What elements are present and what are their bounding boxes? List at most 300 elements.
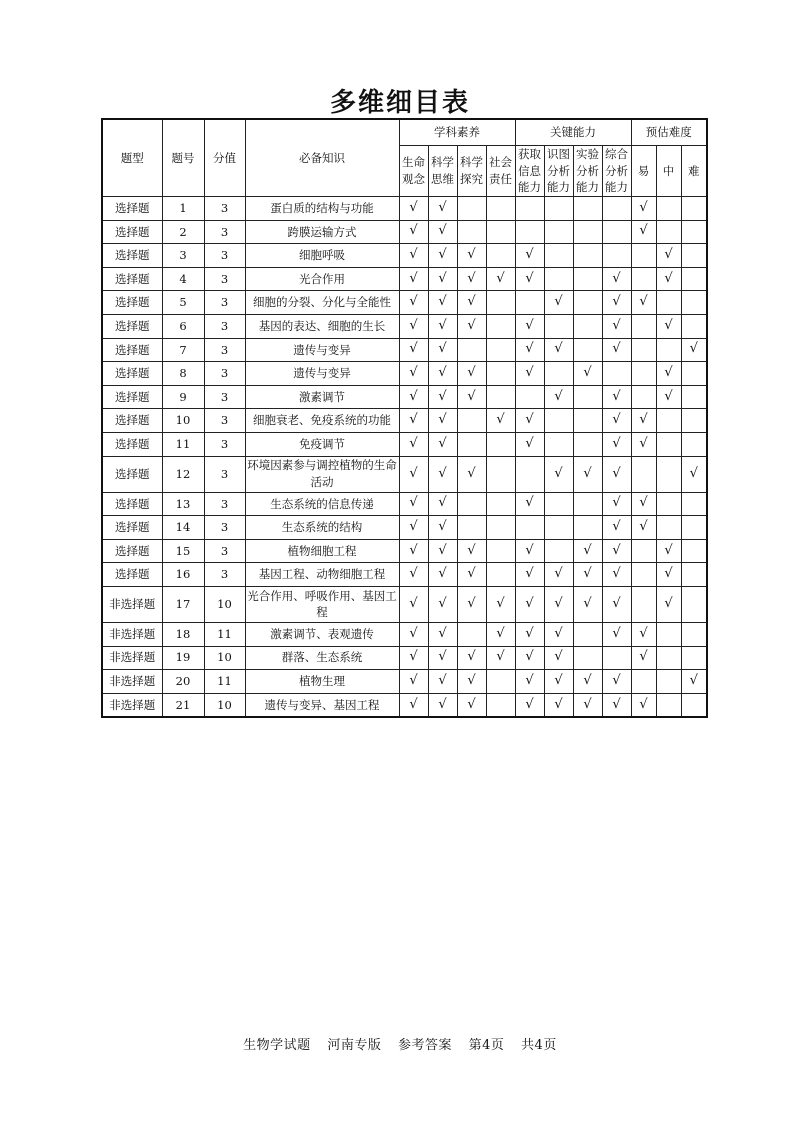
cell-empty [656, 338, 681, 362]
cell-knowledge: 细胞衰老、免疫系统的功能 [245, 409, 399, 433]
cell-empty [573, 385, 602, 409]
check-mark: √ [428, 409, 457, 433]
cell-empty [631, 314, 656, 338]
cell-empty [486, 432, 515, 456]
table-row [102, 409, 707, 433]
check-mark: √ [602, 267, 631, 291]
check-mark: √ [573, 670, 602, 694]
cell-type: 选择题 [102, 291, 162, 315]
check-mark: √ [399, 432, 428, 456]
cell-empty [486, 338, 515, 362]
cell-empty [681, 314, 707, 338]
check-mark: √ [602, 338, 631, 362]
table-row [102, 314, 707, 338]
cell-empty [486, 244, 515, 268]
cell-empty [681, 267, 707, 291]
cell-empty [544, 432, 573, 456]
cell-type: 选择题 [102, 197, 162, 221]
table-row [102, 693, 707, 717]
check-mark: √ [515, 409, 544, 433]
cell-score: 3 [204, 456, 245, 492]
cell-empty [602, 362, 631, 386]
check-mark: √ [399, 539, 428, 563]
table-row [102, 267, 707, 291]
cell-score: 10 [204, 646, 245, 670]
cell-empty [515, 385, 544, 409]
cell-knowledge: 植物生理 [245, 670, 399, 694]
cell-type: 选择题 [102, 244, 162, 268]
check-mark: √ [544, 622, 573, 646]
cell-number: 1 [162, 197, 204, 221]
check-mark: √ [573, 693, 602, 717]
check-mark: √ [399, 314, 428, 338]
cell-empty [457, 338, 486, 362]
cell-empty [631, 456, 656, 492]
header-score: 分值 [204, 119, 245, 197]
cell-number: 14 [162, 516, 204, 540]
table-row [102, 244, 707, 268]
cell-empty [631, 539, 656, 563]
check-mark: √ [544, 385, 573, 409]
check-mark: √ [602, 456, 631, 492]
cell-empty [457, 409, 486, 433]
check-mark: √ [515, 586, 544, 622]
cell-score: 3 [204, 197, 245, 221]
cell-knowledge: 光合作用、呼吸作用、基因工程 [245, 586, 399, 622]
cell-number: 2 [162, 220, 204, 244]
cell-empty [457, 432, 486, 456]
check-mark: √ [602, 385, 631, 409]
cell-empty [457, 622, 486, 646]
header-sub-1: 科学思维 [428, 146, 457, 197]
cell-empty [681, 244, 707, 268]
table-row [102, 646, 707, 670]
cell-empty [656, 693, 681, 717]
footer-answer: 参考答案 [397, 1038, 452, 1053]
table-row [102, 220, 707, 244]
check-mark: √ [515, 314, 544, 338]
table-row [102, 539, 707, 563]
cell-score: 11 [204, 670, 245, 694]
cell-empty [602, 646, 631, 670]
cell-empty [656, 456, 681, 492]
cell-type: 非选择题 [102, 586, 162, 622]
cell-empty [573, 244, 602, 268]
cell-type: 选择题 [102, 432, 162, 456]
cell-empty [486, 220, 515, 244]
check-mark: √ [399, 267, 428, 291]
table-row [102, 563, 707, 587]
cell-number: 15 [162, 539, 204, 563]
cell-knowledge: 光合作用 [245, 267, 399, 291]
check-mark: √ [515, 539, 544, 563]
cell-empty [631, 670, 656, 694]
cell-empty [681, 432, 707, 456]
header-sub-2: 科学探究 [457, 146, 486, 197]
cell-type: 非选择题 [102, 646, 162, 670]
cell-knowledge: 遗传与变异 [245, 362, 399, 386]
check-mark: √ [656, 539, 681, 563]
check-mark: √ [399, 516, 428, 540]
check-mark: √ [428, 244, 457, 268]
cell-score: 11 [204, 622, 245, 646]
cell-number: 17 [162, 586, 204, 622]
check-mark: √ [457, 385, 486, 409]
header-row-groups [102, 119, 707, 146]
check-mark: √ [602, 516, 631, 540]
cell-number: 5 [162, 291, 204, 315]
check-mark: √ [399, 385, 428, 409]
check-mark: √ [428, 220, 457, 244]
cell-number: 11 [162, 432, 204, 456]
cell-empty [515, 516, 544, 540]
table-row [102, 456, 707, 492]
cell-score: 10 [204, 693, 245, 717]
check-mark: √ [656, 563, 681, 587]
cell-number: 12 [162, 456, 204, 492]
cell-knowledge: 群落、生态系统 [245, 646, 399, 670]
check-mark: √ [399, 362, 428, 386]
cell-empty [544, 362, 573, 386]
cell-empty [656, 291, 681, 315]
cell-empty [457, 197, 486, 221]
cell-type: 非选择题 [102, 670, 162, 694]
cell-empty [457, 492, 486, 516]
check-mark: √ [544, 338, 573, 362]
cell-knowledge: 生态系统的信息传递 [245, 492, 399, 516]
check-mark: √ [515, 362, 544, 386]
check-mark: √ [656, 267, 681, 291]
cell-number: 10 [162, 409, 204, 433]
header-sub-5: 识图分析能力 [544, 146, 573, 197]
check-mark: √ [544, 456, 573, 492]
footer-edition: 河南专版 [327, 1038, 382, 1053]
cell-empty [544, 220, 573, 244]
check-mark: √ [399, 693, 428, 717]
check-mark: √ [656, 244, 681, 268]
check-mark: √ [573, 362, 602, 386]
check-mark: √ [515, 338, 544, 362]
check-mark: √ [428, 693, 457, 717]
table-row [102, 670, 707, 694]
cell-knowledge: 遗传与变异、基因工程 [245, 693, 399, 717]
cell-knowledge: 激素调节 [245, 385, 399, 409]
header-knowledge: 必备知识 [245, 119, 399, 197]
check-mark: √ [428, 197, 457, 221]
check-mark: √ [428, 362, 457, 386]
cell-empty [681, 586, 707, 622]
cell-empty [681, 693, 707, 717]
cell-score: 3 [204, 314, 245, 338]
check-mark: √ [457, 586, 486, 622]
cell-type: 选择题 [102, 539, 162, 563]
header-number: 题号 [162, 119, 204, 197]
cell-knowledge: 遗传与变异 [245, 338, 399, 362]
check-mark: √ [656, 362, 681, 386]
table-row [102, 197, 707, 221]
cell-number: 19 [162, 646, 204, 670]
cell-empty [681, 385, 707, 409]
cell-knowledge: 蛋白质的结构与功能 [245, 197, 399, 221]
check-mark: √ [428, 385, 457, 409]
cell-type: 选择题 [102, 220, 162, 244]
cell-empty [515, 220, 544, 244]
check-mark: √ [515, 244, 544, 268]
table-row [102, 432, 707, 456]
cell-type: 选择题 [102, 409, 162, 433]
cell-score: 3 [204, 563, 245, 587]
table-row [102, 586, 707, 622]
check-mark: √ [631, 516, 656, 540]
cell-empty [573, 646, 602, 670]
cell-empty [681, 220, 707, 244]
cell-score: 10 [204, 586, 245, 622]
check-mark: √ [544, 563, 573, 587]
cell-knowledge: 植物细胞工程 [245, 539, 399, 563]
check-mark: √ [428, 670, 457, 694]
cell-empty [486, 539, 515, 563]
header-sub-9: 中 [656, 146, 681, 197]
check-mark: √ [399, 197, 428, 221]
check-mark: √ [515, 492, 544, 516]
cell-knowledge: 基因的表达、细胞的生长 [245, 314, 399, 338]
cell-empty [631, 385, 656, 409]
cell-empty [573, 338, 602, 362]
cell-knowledge: 细胞呼吸 [245, 244, 399, 268]
header-sub-10: 难 [681, 146, 707, 197]
check-mark: √ [486, 267, 515, 291]
check-mark: √ [457, 563, 486, 587]
check-mark: √ [656, 314, 681, 338]
cell-empty [515, 197, 544, 221]
check-mark: √ [399, 670, 428, 694]
check-mark: √ [544, 586, 573, 622]
check-mark: √ [681, 670, 707, 694]
check-mark: √ [486, 409, 515, 433]
check-mark: √ [631, 693, 656, 717]
cell-empty [681, 622, 707, 646]
cell-knowledge: 生态系统的结构 [245, 516, 399, 540]
cell-empty [681, 646, 707, 670]
table-row [102, 385, 707, 409]
check-mark: √ [428, 291, 457, 315]
cell-empty [544, 244, 573, 268]
table-row [102, 622, 707, 646]
check-mark: √ [428, 432, 457, 456]
cell-empty [573, 267, 602, 291]
cell-empty [544, 267, 573, 291]
check-mark: √ [399, 338, 428, 362]
check-mark: √ [457, 244, 486, 268]
check-mark: √ [515, 267, 544, 291]
cell-type: 选择题 [102, 385, 162, 409]
check-mark: √ [486, 586, 515, 622]
check-mark: √ [428, 314, 457, 338]
cell-empty [681, 197, 707, 221]
cell-empty [681, 539, 707, 563]
cell-empty [656, 432, 681, 456]
cell-empty [486, 197, 515, 221]
header-sub-7: 综合分析能力 [602, 146, 631, 197]
cell-type: 非选择题 [102, 693, 162, 717]
check-mark: √ [515, 563, 544, 587]
footer-total: 共4页 [521, 1038, 557, 1053]
check-mark: √ [399, 622, 428, 646]
check-mark: √ [573, 456, 602, 492]
check-mark: √ [602, 622, 631, 646]
cell-score: 3 [204, 409, 245, 433]
cell-empty [656, 670, 681, 694]
check-mark: √ [656, 385, 681, 409]
cell-number: 7 [162, 338, 204, 362]
cell-number: 6 [162, 314, 204, 338]
check-mark: √ [428, 646, 457, 670]
cell-score: 3 [204, 432, 245, 456]
check-mark: √ [399, 492, 428, 516]
header-sub-6: 实验分析能力 [573, 146, 602, 197]
cell-knowledge: 免疫调节 [245, 432, 399, 456]
cell-number: 18 [162, 622, 204, 646]
check-mark: √ [428, 267, 457, 291]
check-mark: √ [428, 338, 457, 362]
cell-empty [544, 409, 573, 433]
check-mark: √ [486, 622, 515, 646]
cell-empty [681, 563, 707, 587]
check-mark: √ [457, 314, 486, 338]
cell-empty [656, 492, 681, 516]
cell-empty [457, 516, 486, 540]
check-mark: √ [457, 693, 486, 717]
cell-knowledge: 跨膜运输方式 [245, 220, 399, 244]
cell-number: 16 [162, 563, 204, 587]
check-mark: √ [602, 563, 631, 587]
page-footer [0, 1034, 800, 1053]
cell-empty [486, 456, 515, 492]
check-mark: √ [573, 539, 602, 563]
check-mark: √ [399, 291, 428, 315]
check-mark: √ [631, 432, 656, 456]
check-mark: √ [602, 409, 631, 433]
cell-type: 选择题 [102, 267, 162, 291]
footer-page: 第4页 [468, 1038, 505, 1053]
check-mark: √ [602, 314, 631, 338]
check-mark: √ [457, 456, 486, 492]
cell-empty [573, 516, 602, 540]
check-mark: √ [428, 456, 457, 492]
cell-score: 3 [204, 492, 245, 516]
check-mark: √ [428, 622, 457, 646]
cell-empty [486, 670, 515, 694]
cell-empty [656, 622, 681, 646]
cell-number: 20 [162, 670, 204, 694]
check-mark: √ [656, 586, 681, 622]
cell-type: 选择题 [102, 492, 162, 516]
check-mark: √ [515, 693, 544, 717]
header-sub-4: 获取信息能力 [515, 146, 544, 197]
header-group-ability: 关键能力 [515, 119, 631, 146]
check-mark: √ [457, 291, 486, 315]
cell-type: 选择题 [102, 516, 162, 540]
check-mark: √ [515, 432, 544, 456]
header-sub-8: 易 [631, 146, 656, 197]
cell-number: 4 [162, 267, 204, 291]
check-mark: √ [631, 409, 656, 433]
cell-empty [544, 492, 573, 516]
cell-empty [631, 362, 656, 386]
check-mark: √ [544, 291, 573, 315]
check-mark: √ [399, 244, 428, 268]
cell-score: 3 [204, 516, 245, 540]
cell-empty [573, 432, 602, 456]
check-mark: √ [457, 362, 486, 386]
cell-empty [656, 409, 681, 433]
cell-empty [515, 456, 544, 492]
cell-empty [631, 244, 656, 268]
cell-type: 选择题 [102, 563, 162, 587]
cell-empty [486, 492, 515, 516]
table-row [102, 516, 707, 540]
check-mark: √ [602, 432, 631, 456]
cell-type: 选择题 [102, 362, 162, 386]
check-mark: √ [399, 646, 428, 670]
cell-empty [631, 586, 656, 622]
check-mark: √ [631, 220, 656, 244]
cell-empty [573, 622, 602, 646]
cell-empty [681, 409, 707, 433]
cell-type: 非选择题 [102, 622, 162, 646]
cell-empty [573, 409, 602, 433]
cell-type: 选择题 [102, 338, 162, 362]
cell-empty [573, 314, 602, 338]
check-mark: √ [544, 670, 573, 694]
cell-empty [681, 362, 707, 386]
cell-score: 3 [204, 338, 245, 362]
cell-empty [656, 516, 681, 540]
check-mark: √ [631, 197, 656, 221]
cell-empty [631, 338, 656, 362]
footer-subject: 生物学试题 [243, 1038, 311, 1053]
check-mark: √ [457, 539, 486, 563]
check-mark: √ [544, 646, 573, 670]
cell-empty [457, 220, 486, 244]
cell-empty [681, 492, 707, 516]
table-row [102, 291, 707, 315]
cell-number: 8 [162, 362, 204, 386]
check-mark: √ [428, 516, 457, 540]
cell-score: 3 [204, 362, 245, 386]
check-mark: √ [399, 586, 428, 622]
check-mark: √ [399, 220, 428, 244]
cell-empty [602, 244, 631, 268]
cell-knowledge: 基因工程、动物细胞工程 [245, 563, 399, 587]
cell-empty [486, 385, 515, 409]
cell-empty [573, 291, 602, 315]
cell-empty [681, 291, 707, 315]
check-mark: √ [457, 646, 486, 670]
cell-empty [486, 362, 515, 386]
cell-empty [656, 197, 681, 221]
check-mark: √ [631, 646, 656, 670]
page-title: 多维细目表 [329, 88, 470, 118]
header-sub-3: 社会责任 [486, 146, 515, 197]
check-mark: √ [681, 338, 707, 362]
check-mark: √ [602, 693, 631, 717]
check-mark: √ [399, 563, 428, 587]
cell-empty [602, 197, 631, 221]
check-mark: √ [428, 539, 457, 563]
check-mark: √ [515, 622, 544, 646]
cell-type: 选择题 [102, 456, 162, 492]
